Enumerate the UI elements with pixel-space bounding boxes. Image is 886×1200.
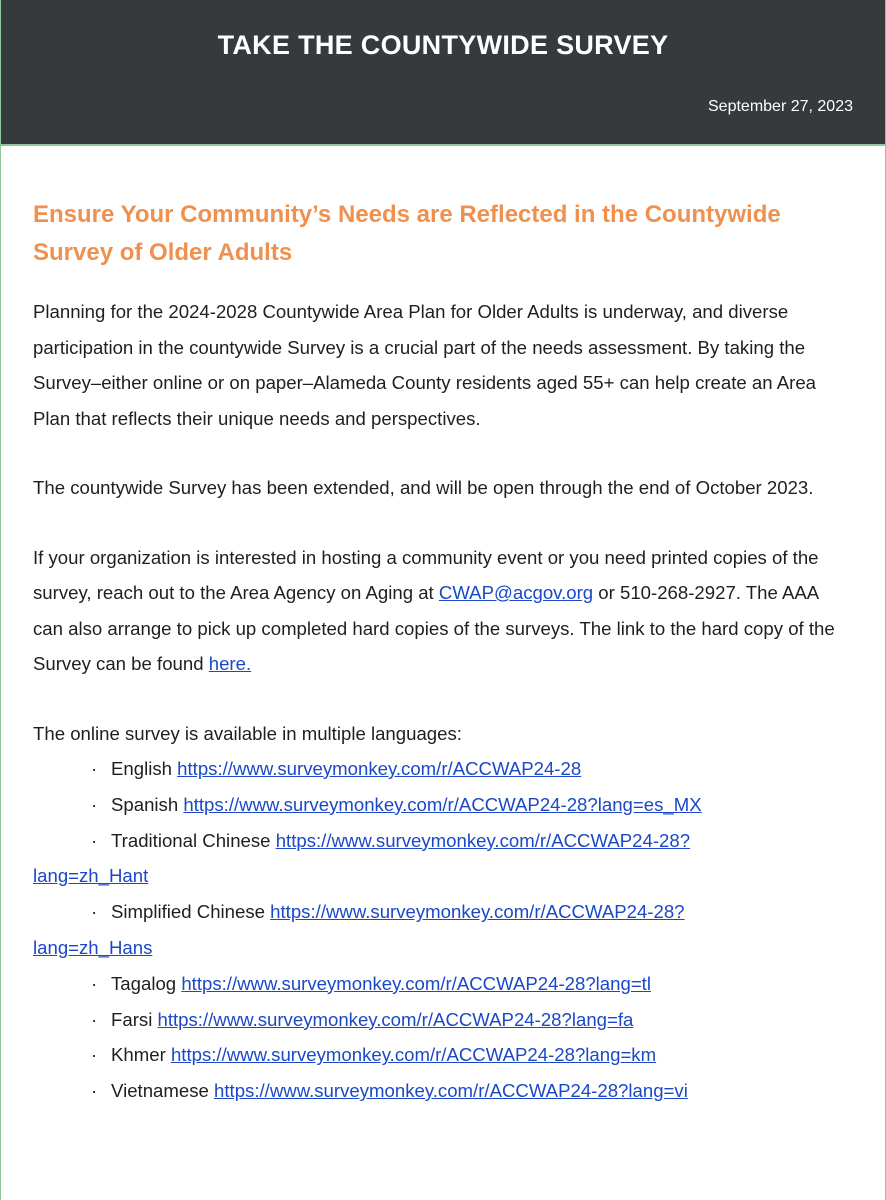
survey-link-english[interactable]: https://www.surveymonkey.com/r/ACCWAP24-28 — [177, 758, 582, 779]
header-title: TAKE THE COUNTYWIDE SURVEY — [217, 30, 669, 60]
language-name: Simplified Chinese — [111, 901, 265, 923]
language-name: Traditional Chinese — [111, 829, 271, 851]
header-date: September 27, 2023 — [708, 98, 853, 115]
language-name: English — [111, 758, 172, 779]
contact-text-before: If your organization is interested in hosting a community event or you need printed copies of the survey, reach out to the Area Agency on Aging at — [33, 546, 819, 603]
languages-list — [33, 751, 853, 1109]
list-item-traditional-chinese — [33, 823, 853, 895]
list-item-farsi — [91, 1002, 853, 1038]
language-name: Vietnamese — [111, 1080, 209, 1102]
list-item-english — [91, 751, 853, 787]
hard-copy-link[interactable]: here. — [208, 653, 252, 674]
language-name: Spanish — [111, 793, 179, 815]
bullet: · — [91, 1080, 98, 1102]
bullet: · — [91, 829, 98, 851]
list-item-vietnamese — [91, 1073, 853, 1109]
paragraph-planning: Planning for the 2024-2028 Countywide Area Plan for Older Adults is underway, and diverse participation in the countywide Survey is a crucial part of the needs assessment. By taking the Survey–either online or on paper–Alameda County residents aged 55+ can help create an Area Plan that reflects their unique needs and perspectives. — [33, 301, 817, 429]
bullet: · — [91, 972, 98, 994]
bullet: · — [91, 1044, 98, 1066]
language-name: Farsi — [111, 1008, 153, 1030]
bullet: · — [91, 1008, 98, 1030]
language-name: Khmer — [111, 1044, 166, 1066]
survey-link-spanish[interactable]: https://www.surveymonkey.com/r/ACCWAP24-28?lang=es_MX — [183, 793, 702, 815]
paragraph-extended: The countywide Survey has been extended, and will be open through the end of October 2023. — [33, 477, 814, 498]
survey-link-traditional-chinese[interactable]: https://www.surveymonkey.com/r/ACCWAP24-28? — [275, 829, 691, 851]
survey-link-farsi[interactable]: https://www.surveymonkey.com/r/ACCWAP24-28?lang=fa — [157, 1008, 634, 1030]
survey-link-simplified-chinese-cont[interactable]: lang=zh_Hans — [33, 936, 153, 958]
paragraph-contact — [33, 540, 853, 682]
language-name: Tagalog — [111, 972, 177, 994]
list-item-khmer — [91, 1037, 853, 1073]
list-item-tagalog — [91, 966, 853, 1002]
header-banner — [1, 0, 885, 146]
list-item-simplified-chinese — [33, 894, 853, 966]
email-link[interactable]: CWAP@acgov.org — [438, 582, 594, 603]
languages-intro: The online survey is available in multiple languages: — [33, 722, 462, 744]
main-content — [1, 146, 885, 1109]
contact-text-after: or 510-268-2927. The AAA can also arrange to pick up completed hard copies of the surveys. The link to the hard copy of the Survey can be found — [33, 582, 835, 674]
survey-link-khmer[interactable]: https://www.surveymonkey.com/r/ACCWAP24-28?lang=km — [170, 1044, 657, 1066]
headline: Ensure Your Community’s Needs are Reflected in the Countywide Survey of Older Adults — [33, 201, 781, 266]
bullet: · — [91, 758, 98, 779]
list-item-spanish — [91, 787, 853, 823]
survey-link-simplified-chinese[interactable]: https://www.surveymonkey.com/r/ACCWAP24-28? — [270, 901, 685, 923]
survey-link-tagalog[interactable]: https://www.surveymonkey.com/r/ACCWAP24-28?lang=tl — [181, 972, 651, 994]
bullet: · — [91, 793, 98, 815]
bullet: · — [91, 901, 98, 923]
survey-link-vietnamese[interactable]: https://www.surveymonkey.com/r/ACCWAP24-28?lang=vi — [214, 1080, 688, 1102]
survey-link-traditional-chinese-cont[interactable]: lang=zh_Hant — [33, 865, 149, 887]
